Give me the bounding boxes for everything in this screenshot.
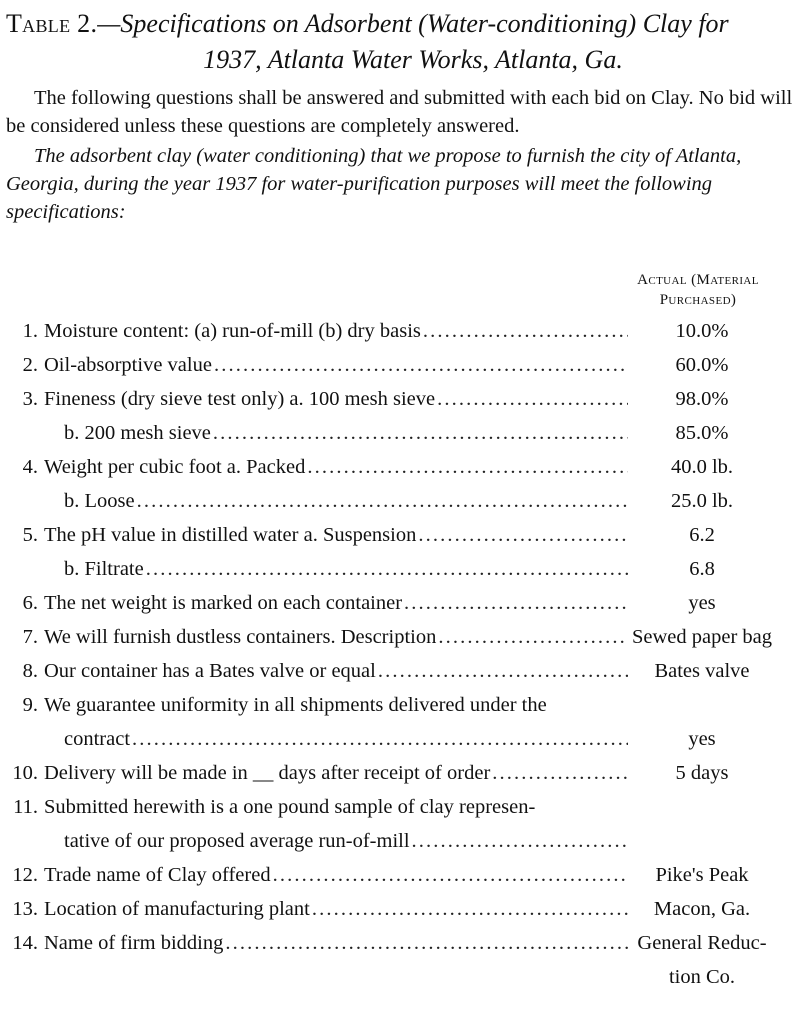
- item-value-line2: tion Co.: [668, 966, 736, 988]
- item-value: Sewed paper bag: [631, 626, 773, 648]
- item-label: b. Loose: [64, 490, 135, 512]
- item-number: 5.: [22, 524, 38, 546]
- list-item: [0, 586, 800, 620]
- list-item: [0, 926, 800, 994]
- item-value: Macon, Ga.: [653, 898, 751, 920]
- table-title: [6, 6, 800, 42]
- item-label: b. Filtrate: [64, 558, 144, 580]
- item-number: 3.: [22, 388, 38, 410]
- dot-leader: [225, 926, 628, 960]
- table-title-line2: [6, 42, 800, 78]
- dot-leader: [137, 484, 628, 518]
- table-title-line2-text: 1937, Atlanta Water Works, Atlanta, Ga.: [203, 45, 623, 74]
- item-value: yes: [688, 592, 716, 614]
- item-value: 98.0%: [675, 388, 729, 410]
- list-item: [0, 756, 800, 790]
- dot-leader: [412, 824, 628, 858]
- list-item: [0, 688, 800, 756]
- item-number: 11.: [13, 796, 38, 818]
- list-item: [0, 518, 800, 552]
- specifications-intro: The adsorbent clay (water conditioning) that we propose to furnish the city of Atlanta, Georgia, during the year 1937 for water-purification purposes will meet the following specifications:: [6, 145, 742, 223]
- item-number: 8.: [22, 660, 38, 682]
- item-value: 40.0 lb.: [670, 456, 734, 478]
- dot-leader: [438, 620, 628, 654]
- item-value: 60.0%: [675, 354, 729, 376]
- item-value: Pike's Peak: [655, 864, 749, 886]
- item-value-line1: General Reduc-: [637, 932, 767, 954]
- item-label: The net weight is marked on each container: [44, 592, 403, 614]
- column-header-line1: Actual (Material: [637, 272, 759, 288]
- item-value: 5 days: [675, 762, 729, 784]
- column-header-line2: Purchased): [659, 292, 737, 308]
- item-value: 6.2: [689, 524, 715, 546]
- list-item: [0, 790, 800, 858]
- item-label: Our container has a Bates valve or equal: [44, 660, 376, 682]
- list-item: [0, 450, 800, 484]
- list-item: [0, 348, 800, 382]
- item-label: Delivery will be made in __ days after receipt of order: [44, 762, 491, 784]
- list-item: [0, 416, 800, 450]
- list-item: [0, 892, 800, 926]
- item-label: Moisture content: (a) run-of-mill (b) dry basis: [44, 320, 421, 342]
- table-title-line1: —Specifications on Adsorbent (Water-conditioning) Clay for: [97, 9, 729, 38]
- item-value: yes: [688, 728, 716, 750]
- item-number: 6.: [22, 592, 38, 614]
- item-number: 7.: [22, 626, 38, 648]
- dot-leader: [437, 382, 628, 416]
- item-label: Location of manufacturing plant: [44, 898, 310, 920]
- item-label: Oil-absorptive value: [44, 354, 212, 376]
- specification-list: [0, 314, 800, 994]
- item-value: 85.0%: [675, 422, 729, 444]
- dot-leader: [423, 314, 628, 348]
- dot-leader: [312, 892, 628, 926]
- item-label: b. 200 mesh sieve: [64, 422, 211, 444]
- list-item: [0, 484, 800, 518]
- dot-leader: [418, 518, 628, 552]
- dot-leader: [213, 416, 628, 450]
- item-value: 6.8: [689, 558, 715, 580]
- instructions-paragraph: The following questions shall be answered and submitted with each bid on Clay. No bid will be considered unless these questions are completely answered.: [6, 87, 793, 137]
- item-number: 12.: [12, 864, 38, 886]
- item-value: Bates valve: [654, 660, 750, 682]
- item-label: Fineness (dry sieve test only) a. 100 mesh sieve: [44, 388, 436, 410]
- item-label: Trade name of Clay offered: [44, 864, 271, 886]
- item-value: [604, 926, 800, 994]
- dot-leader: [132, 722, 628, 756]
- dot-leader: [404, 586, 628, 620]
- column-header: [598, 270, 798, 310]
- list-item: [0, 552, 800, 586]
- item-label: The pH value in distilled water a. Suspension: [44, 524, 417, 546]
- list-item: [0, 654, 800, 688]
- item-value: 10.0%: [675, 320, 729, 342]
- item-value: 25.0 lb.: [670, 490, 734, 512]
- item-number: 9.: [22, 694, 38, 716]
- table-number: Table 2.: [6, 9, 98, 38]
- item-label-continued: tative of our proposed average run-of-mill: [64, 830, 410, 852]
- dot-leader: [214, 348, 628, 382]
- item-label: Submitted herewith is a one pound sample of clay represen-: [44, 796, 536, 818]
- list-item: [0, 314, 800, 348]
- item-number: 14.: [12, 932, 38, 954]
- item-label: Name of firm bidding: [44, 932, 224, 954]
- item-number: 10.: [12, 762, 38, 784]
- item-label: We guarantee uniformity in all shipments delivered under the: [44, 694, 547, 716]
- item-number: 13.: [12, 898, 38, 920]
- list-item: [0, 858, 800, 892]
- item-label: Weight per cubic foot a. Packed: [44, 456, 306, 478]
- item-label-continued: contract: [64, 728, 131, 750]
- item-number: 2.: [22, 354, 38, 376]
- item-number: 1.: [22, 320, 38, 342]
- dot-leader: [378, 654, 628, 688]
- dot-leader: [273, 858, 628, 892]
- item-label: We will furnish dustless containers. Description: [44, 626, 437, 648]
- dot-leader: [146, 552, 628, 586]
- item-number: 4.: [22, 456, 38, 478]
- list-item: [0, 620, 800, 654]
- dot-leader: [307, 450, 628, 484]
- list-item: [0, 382, 800, 416]
